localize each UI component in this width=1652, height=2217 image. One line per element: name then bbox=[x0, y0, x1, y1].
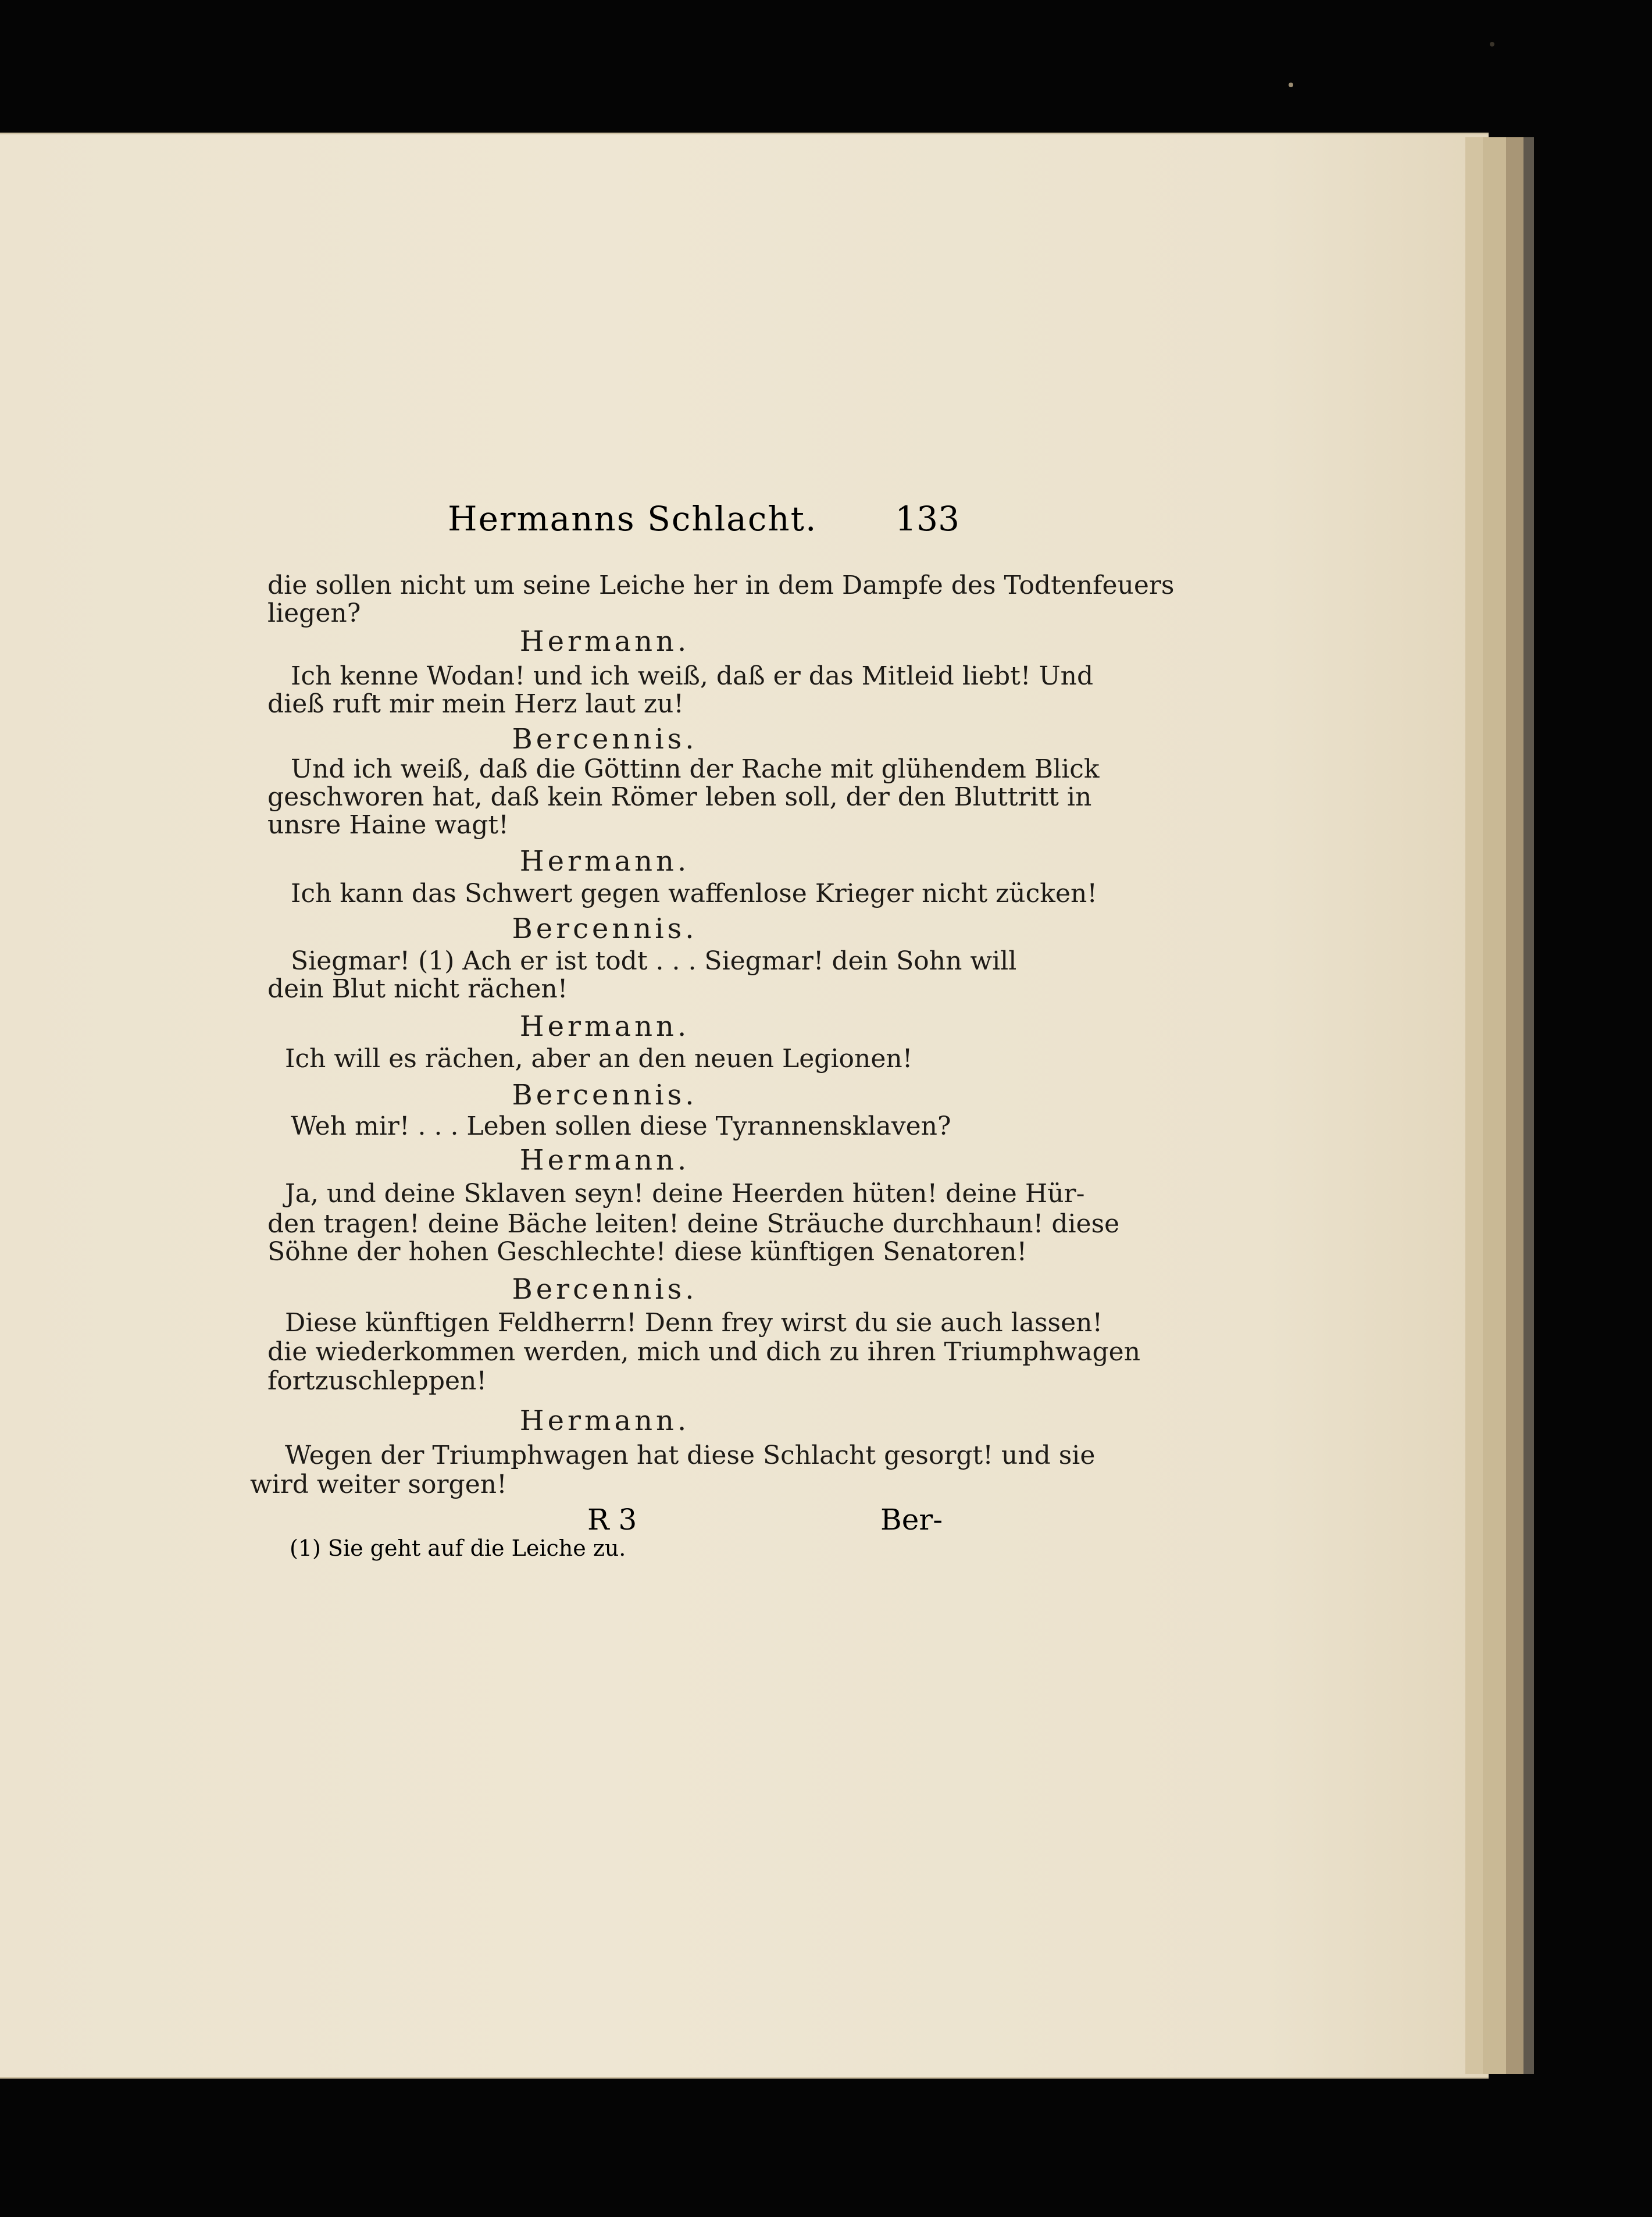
speaker-name: Bercennis. bbox=[512, 1273, 698, 1306]
text-line: fortzuschleppen! bbox=[267, 1366, 487, 1396]
running-title: Hermanns Schlacht. bbox=[448, 499, 818, 539]
text-line: liegen? bbox=[267, 598, 361, 628]
text-line: Diese künftigen Feldherrn! Denn frey wirst du sie auch lassen! bbox=[285, 1308, 1103, 1338]
footnote: (1) Sie geht auf die Leiche zu. bbox=[290, 1535, 626, 1561]
speaker-name: Hermann. bbox=[519, 625, 690, 658]
text-line: Weh mir! . . . Leben sollen diese Tyrannensklaven? bbox=[291, 1111, 951, 1141]
text-line: Ich kann das Schwert gegen waffenlose Krieger nicht zücken! bbox=[291, 879, 1098, 908]
text-line: unsre Haine wagt! bbox=[267, 810, 509, 840]
signature-mark: R 3 bbox=[587, 1503, 637, 1537]
speaker-name: Bercennis. bbox=[512, 913, 698, 945]
text-line: dein Blut nicht rächen! bbox=[267, 974, 568, 1004]
catchword: Ber- bbox=[880, 1503, 943, 1537]
speaker-name: Bercennis. bbox=[512, 1079, 698, 1111]
dust-speck bbox=[1490, 42, 1494, 47]
text-line: geschworen hat, daß kein Römer leben soll, der den Bluttritt in bbox=[267, 782, 1092, 812]
page-edge bbox=[1465, 137, 1483, 2074]
text-line: Wegen der Triumphwagen hat diese Schlacht gesorgt! und sie bbox=[285, 1441, 1096, 1470]
dust-speck bbox=[1289, 83, 1293, 87]
speaker-name: Hermann. bbox=[519, 1010, 690, 1043]
speaker-name: Hermann. bbox=[519, 845, 690, 878]
page-edge bbox=[1483, 137, 1506, 2074]
text-line: Ich kenne Wodan! und ich weiß, daß er das Mitleid liebt! Und bbox=[291, 661, 1094, 691]
page-header bbox=[448, 499, 959, 546]
text-line: wird weiter sorgen! bbox=[250, 1470, 507, 1499]
text-line: Ja, und deine Sklaven seyn! deine Heerden hüten! deine Hür- bbox=[285, 1179, 1085, 1209]
text-line: die wiederkommen werden, mich und dich zu ihren Triumphwagen bbox=[267, 1337, 1141, 1367]
text-line: Ich will es rächen, aber an den neuen Legionen! bbox=[285, 1044, 913, 1074]
page-edge bbox=[1506, 137, 1523, 2074]
text-line: dieß ruft mir mein Herz laut zu! bbox=[267, 689, 684, 719]
text-line: die sollen nicht um seine Leiche her in dem Dampfe des Todtenfeuers bbox=[267, 571, 1175, 600]
text-line: Söhne der hohen Geschlechte! diese künftigen Senatoren! bbox=[267, 1237, 1027, 1267]
text-line: Und ich weiß, daß die Göttinn der Rache mit glühendem Blick bbox=[291, 754, 1100, 784]
page-number: 133 bbox=[895, 499, 959, 539]
speaker-name: Hermann. bbox=[519, 1405, 690, 1437]
text-line: den tragen! deine Bäche leiten! deine Sträuche durchhaun! diese bbox=[267, 1209, 1120, 1239]
book-cover-edge bbox=[1523, 137, 1534, 2074]
speaker-name: Bercennis. bbox=[512, 723, 698, 755]
text-line: Siegmar! (1) Ach er ist todt . . . Siegmar! dein Sohn will bbox=[291, 946, 1017, 976]
speaker-name: Hermann. bbox=[519, 1144, 690, 1177]
